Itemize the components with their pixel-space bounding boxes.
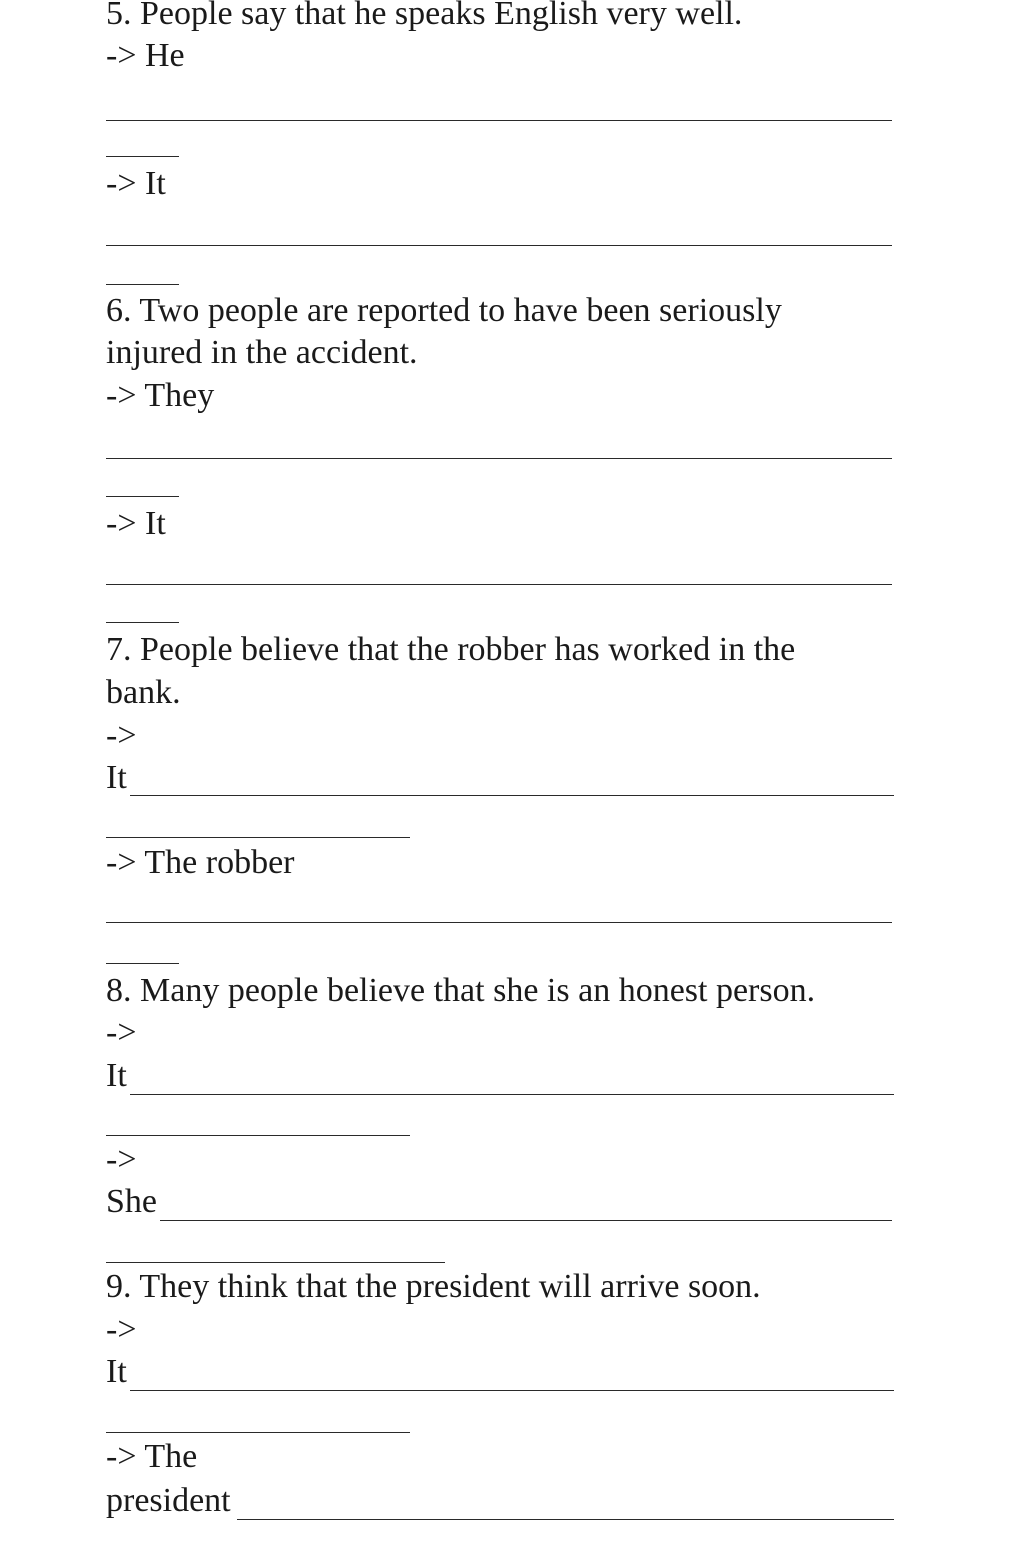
exercise-7-prompt-line-2: bank. <box>106 674 181 711</box>
arrow: -> <box>106 165 137 202</box>
answer-start: It <box>145 165 166 202</box>
answer-line[interactable] <box>130 795 894 796</box>
answer-line[interactable] <box>106 458 892 459</box>
exercise-9-answer-2-prefix <box>106 1437 197 1477</box>
exercise-6-answer-1-prefix <box>106 376 214 416</box>
answer-line-continuation[interactable] <box>106 622 179 623</box>
exercise-8-answer-2-start: She <box>106 1183 157 1220</box>
exercise-9-answer-1-arrow: -> <box>106 1311 137 1348</box>
exercise-7-answer-1-arrow: -> <box>106 717 137 754</box>
answer-line-continuation[interactable] <box>106 1135 410 1136</box>
arrow: -> <box>106 37 137 74</box>
answer-line-continuation[interactable] <box>106 496 179 497</box>
exercise-7-answer-1-start: It <box>106 759 127 796</box>
exercise-9-prompt: 9. They think that the president will arrive soon. <box>106 1268 761 1305</box>
answer-start: He <box>145 37 185 74</box>
exercise-5-answer-1-prefix <box>106 36 185 76</box>
answer-line[interactable] <box>106 120 892 121</box>
answer-line-continuation[interactable] <box>106 837 410 838</box>
answer-line[interactable] <box>106 584 892 585</box>
exercise-7-answer-2-prefix <box>106 843 295 883</box>
answer-start: The robber <box>144 844 295 881</box>
arrow: -> <box>106 377 137 414</box>
exercise-6-prompt-line-2: injured in the accident. <box>106 334 418 371</box>
answer-line-continuation[interactable] <box>106 1262 445 1263</box>
exercise-8-answer-2-arrow: -> <box>106 1141 137 1178</box>
answer-line-continuation[interactable] <box>106 156 179 157</box>
exercise-9-answer-2-start-line-2: president <box>106 1482 231 1519</box>
exercise-9-answer-1-start: It <box>106 1353 127 1390</box>
answer-line-continuation[interactable] <box>106 1432 410 1433</box>
arrow: -> <box>106 844 137 881</box>
answer-line[interactable] <box>160 1220 892 1221</box>
answer-line[interactable] <box>106 245 892 246</box>
exercise-6-prompt-line-1: 6. Two people are reported to have been seriously <box>106 292 782 329</box>
exercise-8-answer-1-arrow: -> <box>106 1014 137 1051</box>
exercise-5-answer-2-prefix <box>106 164 166 204</box>
answer-line[interactable] <box>106 922 892 923</box>
answer-start: The <box>144 1438 198 1475</box>
answer-start: They <box>144 377 215 414</box>
arrow: -> <box>106 1438 137 1475</box>
answer-line[interactable] <box>130 1094 894 1095</box>
exercise-8-answer-1-start: It <box>106 1057 127 1094</box>
answer-start: It <box>145 505 166 542</box>
exercise-8-prompt: 8. Many people believe that she is an honest person. <box>106 972 816 1009</box>
answer-line-continuation[interactable] <box>106 963 179 964</box>
exercise-5-prompt: 5. People say that he speaks English very well. <box>106 0 743 32</box>
arrow: -> <box>106 505 137 542</box>
answer-line-continuation[interactable] <box>106 284 179 285</box>
exercise-7-prompt-line-1: 7. People believe that the robber has worked in the <box>106 631 796 668</box>
answer-line[interactable] <box>237 1519 894 1520</box>
exercise-6-answer-2-prefix <box>106 504 166 544</box>
answer-line[interactable] <box>130 1390 894 1391</box>
